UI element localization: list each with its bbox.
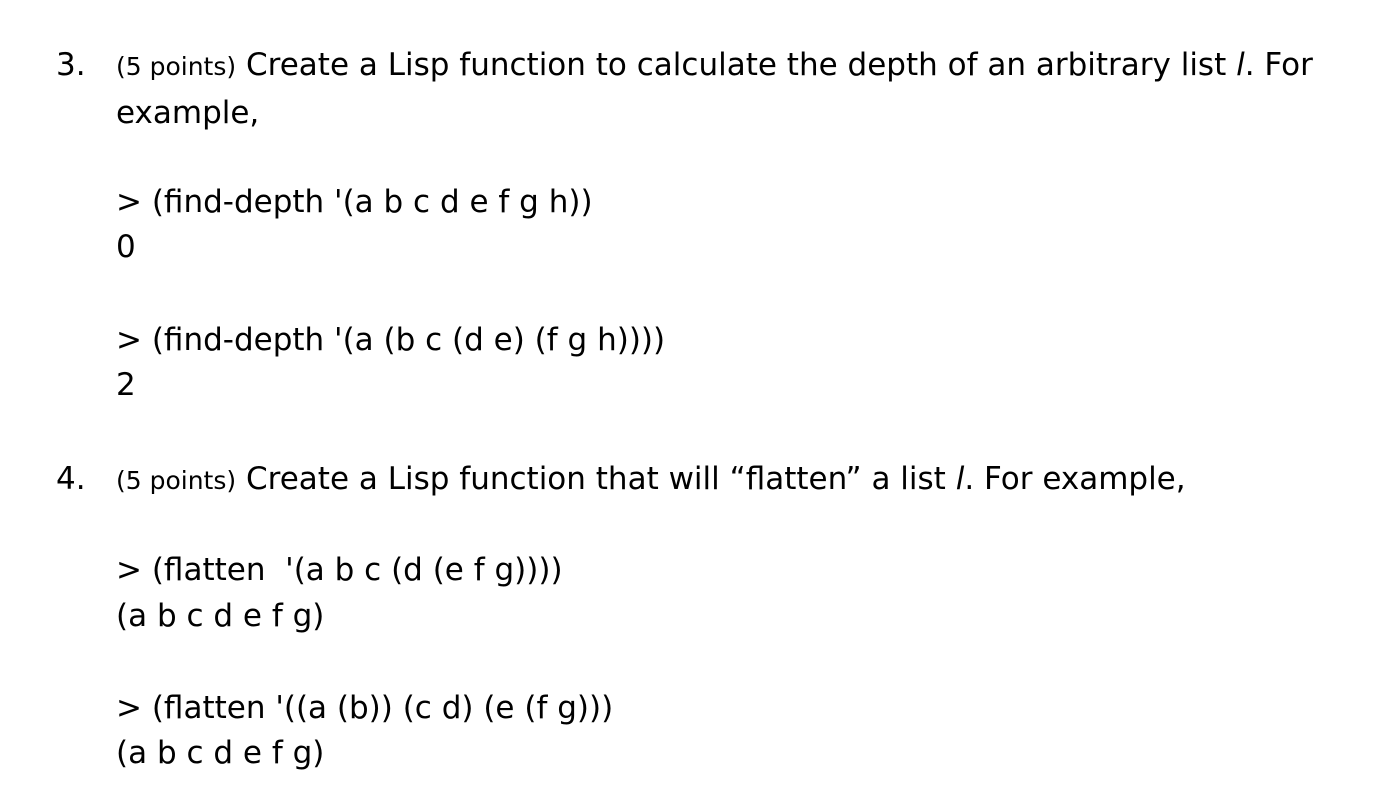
prompt-text-before: Create a Lisp function that will “flatten” a list <box>236 461 956 497</box>
example-output: (a b c d e f g) <box>116 735 325 771</box>
example-input: > (find-depth '(a (b c (d e) (f g h)))) <box>116 322 666 358</box>
question-prompt <box>116 42 1356 136</box>
prompt-text-before: Create a Lisp function to calculate the depth of an arbitrary list <box>236 47 1237 83</box>
variable-l: l <box>1236 47 1245 83</box>
example-input: > (flatten '((a (b)) (c d) (e (f g))) <box>116 690 614 726</box>
question-number: 3. <box>56 47 86 83</box>
example-input: > (flatten '(a b c (d (e f g)))) <box>116 552 563 588</box>
prompt-text-after: . For example, <box>964 461 1186 497</box>
example-output: 2 <box>116 367 136 403</box>
question-points: (5 points) <box>116 466 237 495</box>
example-output: (a b c d e f g) <box>116 598 325 634</box>
question-prompt <box>116 456 1356 504</box>
prompt-text-after: . For example, <box>116 47 1313 131</box>
question-number: 4. <box>56 461 86 497</box>
example-output: 0 <box>116 229 136 265</box>
question-points: (5 points) <box>116 52 237 81</box>
example-input: > (find-depth '(a b c d e f g h)) <box>116 184 593 220</box>
variable-l: l <box>955 461 965 497</box>
